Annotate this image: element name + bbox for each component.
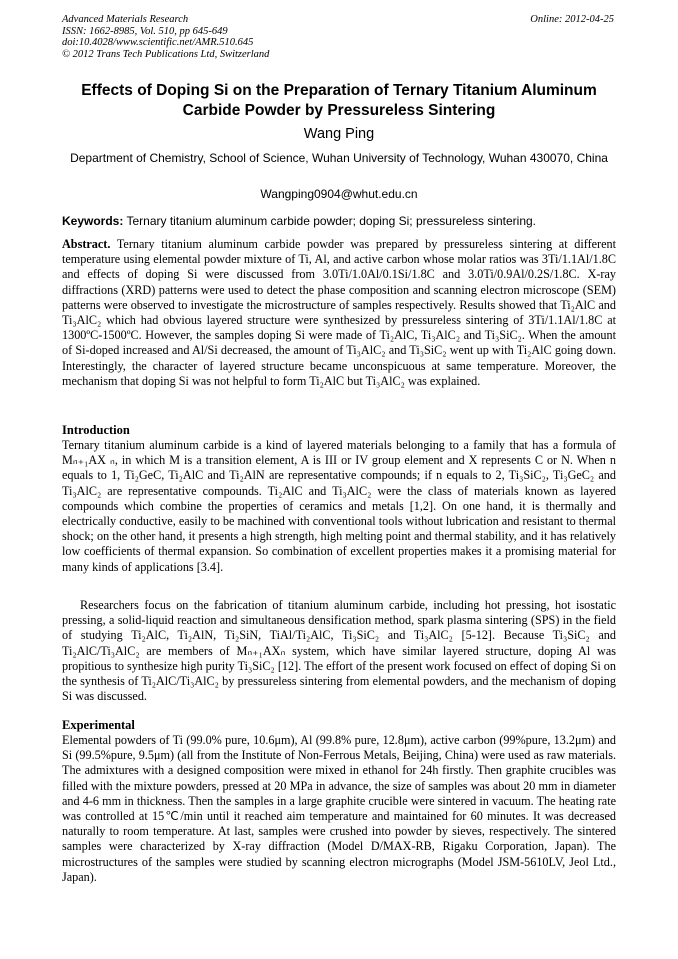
introduction-paragraph-1: Ternary titanium aluminum carbide is a kind of layered materials belonging to a family that has a formula of Mₙ₊₁AX ₙ, in which M is a transition element, A is III or IV group element and X represents C or N. When n equals to 1, Ti₂GeC, Ti₂AlC and Ti₂AlN are representative compounds; if n equals to 2, Ti₃SiC₂, Ti₃GeC₂ and Ti₃AlC₂ are representative compounds. Ti₂AlC and Ti₃AlC₂ were the class of materials known as layered compounds which combine the properties of ceramics and metals [1,2]. On one hand, it is thermally and electrically conductive, easily to be machined with conventional tools without lubrication and resistant to thermal shock; on the other hand, it presents a high strength, high melting point and thermal stability, and it has relatively low coefficients of thermal expansion. So combination of excellent properties makes it a promising material for many kinds of applications [3.4]. <box>62 438 616 574</box>
abstract-label: Abstract. <box>62 237 111 251</box>
introduction-paragraph-2: Researchers focus on the fabrication of titanium aluminum carbide, including hot pressing, hot isostatic pressing, a solid-liquid reaction and simultaneous densification method, spark plasma sintering (SPS) in the field of studying Ti₂AlC, Ti₂AlN, Ti₂SiN, TiAl/Ti₂AlC, Ti₃SiC₂ and Ti₃AlC₂ [5-12]. Because Ti₃SiC₂ and Ti₂AlC/Ti₃AlC₂ are members of Mₙ₊₁AXₙ system, which have similar layered structure, doping Al was propitious to synthesize high purity Ti₃SiC₂ [12]. The effort of the present work focused on effect of doping Si on the synthesis of Ti₂AlC/Ti₃AlC₂ by pressureless sintering from elemental powders, and the mechanism of doping Si was discussed. <box>62 598 616 704</box>
keywords-text: Ternary titanium aluminum carbide powder; doping Si; pressureless sintering. <box>123 214 537 228</box>
journal-meta <box>62 14 269 60</box>
author-email: Wangping0904@whut.edu.cn <box>260 187 418 201</box>
abstract-text: Ternary titanium aluminum carbide powder was prepared by pressureless sintering at different temperature using elemental powder mixture of Ti, Al, and active carbon whose molar ratios was 3Ti/1.1Al/1.8C and effects of doping Si were discussed from 3.0Ti/1.0Al/0.1Si/1.8C and 3.0Ti/0.9Al/0.2S/1.8C. X-ray diffractions (XRD) patterns were used to detect the phase composition and scanning electron microscope (SEM) patterns were observed to investigate the microstructure of samples respectively. Results showed that Ti₂AlC and Ti₃AlC₂ which had obvious layered structure were synthesized by pressureless sintering of 3Ti/1.1Al/1.8C at 1300ºC-1500ºC. However, the samples doping Si were made of Ti₂AlC, Ti₃AlC₂ and Ti₃SiC₂. When the amount of Si-doped increased and Al/Si decreased, the amount of Ti₃AlC₂ and Ti₃SiC₂ went up with Ti₂AlC going down. Interestingly, the character of layered structure became unconspicuous at same temperature. Moreover, the mechanism that doping Si was not helpful to form Ti₂AlC but Ti₃AlC₂ was explained. <box>62 237 616 388</box>
author-affiliation: Department of Chemistry, School of Science, Wuhan University of Technology, Wuhan 430070, China <box>70 151 608 165</box>
copyright-line: © 2012 Trans Tech Publications Ltd, Switzerland <box>62 48 270 60</box>
abstract <box>62 237 616 389</box>
experimental-heading: Experimental <box>62 718 135 732</box>
author-name: Wang Ping <box>303 126 375 142</box>
experimental-paragraph: Elemental powders of Ti (99.0% pure, 10.6μm), Al (99.8% pure, 12.8μm), active carbon (99%pure, 13.2μm) and Si (99.5%pure, 9.5μm) (all from the Institute of Non-Ferrous Metals, Beijing, China) were used as raw materials. The admixtures with a designed composition were mixed in ethanol for 24h firstly. Then graphite crucibles was filled with the mixture powders, pressed at 20 MPa in advance, the size of samples was about 20 mm in diameter and 4-6 mm in thickness. Then the samples in a large graphite crucible were sintered in vacuum. The heating rate was controlled at 15℃/min until it reached aim temperature and maintained for 60 minutes. It was decreased naturally to room temperature. At last, samples were crushed into powder by sieves, respectively. The sintered samples were characterized by X-ray diffraction (Model D/MAX-RB, Rigaku Corporation, Japan). The microstructures of the samples were studied by scanning electron micrographs (Model JSM-5610LV, Jeol Ltd., Japan). <box>62 733 616 884</box>
online-date: Online: 2012-04-25 <box>530 14 614 25</box>
introduction-heading: Introduction <box>62 423 130 437</box>
keywords <box>62 213 616 229</box>
journal-name: Advanced Materials Research <box>62 14 189 25</box>
keywords-label: Keywords: <box>62 214 124 228</box>
issn-line: ISSN: 1662-8985, Vol. 510, pp 645-649 <box>62 25 228 37</box>
doi-line: doi:10.4028/www.scientific.net/AMR.510.645 <box>62 37 254 48</box>
paper-title: Effects of Doping Si on the Preparation of Ternary Titanium Aluminum Carbide Powder by Pressureless Sintering <box>81 82 597 119</box>
